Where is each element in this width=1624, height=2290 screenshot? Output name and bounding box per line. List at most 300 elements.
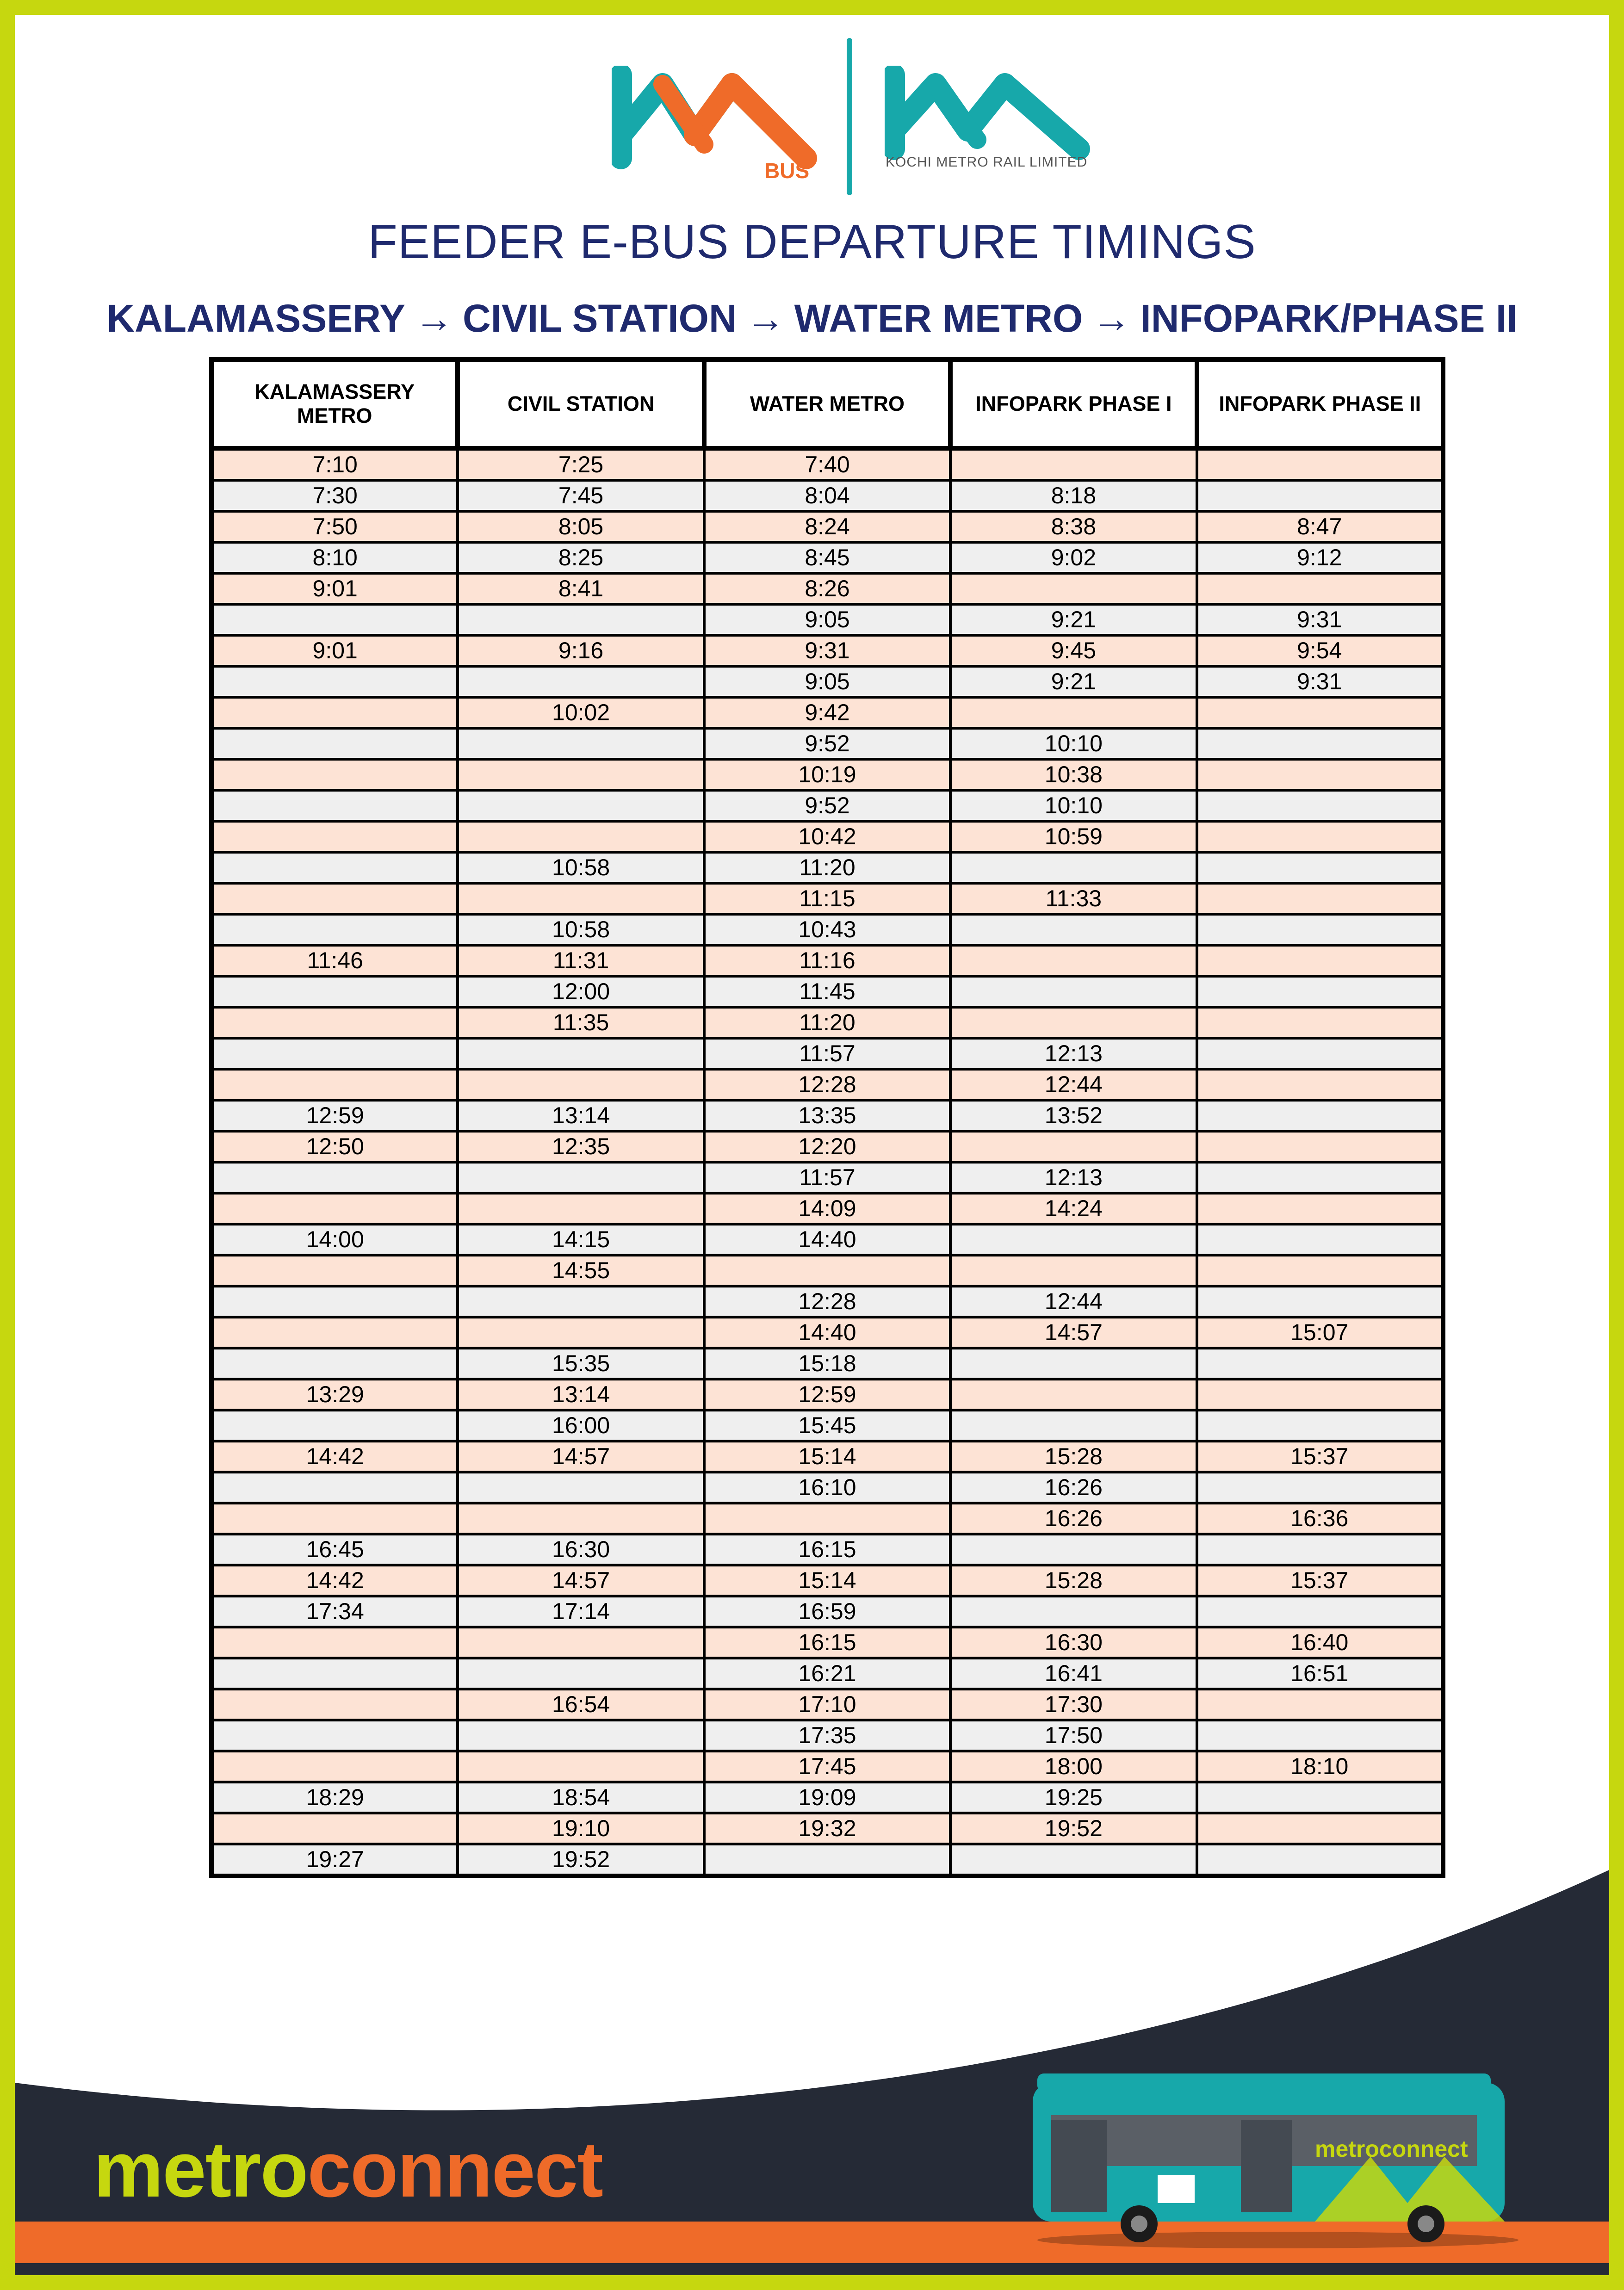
time-cell: 10:59 (950, 821, 1196, 852)
time-cell: 11:31 (458, 945, 704, 976)
time-cell: 14:24 (950, 1193, 1196, 1224)
time-cell: 16:36 (1197, 1503, 1443, 1534)
time-cell (458, 821, 704, 852)
time-cell (211, 1689, 458, 1720)
time-cell: 19:10 (458, 1813, 704, 1844)
org-name: KOCHI METRO RAIL LIMITED (886, 155, 1088, 170)
time-cell: 8:04 (704, 480, 950, 511)
table-row (211, 1007, 1443, 1038)
time-cell (458, 1720, 704, 1751)
time-cell (950, 1224, 1196, 1255)
time-cell: 15:37 (1197, 1565, 1443, 1596)
time-cell: 10:10 (950, 728, 1196, 759)
table-header-row (211, 359, 1443, 448)
time-cell (211, 1751, 458, 1782)
time-cell (1197, 1162, 1443, 1193)
time-cell: 15:28 (950, 1441, 1196, 1472)
time-cell (458, 883, 704, 914)
time-cell: 9:01 (211, 635, 458, 666)
time-cell: 15:37 (1197, 1441, 1443, 1472)
column-header: INFOPARK PHASE I (950, 359, 1196, 448)
table-row (211, 1596, 1443, 1627)
time-cell (458, 1038, 704, 1069)
time-cell: 9:52 (704, 728, 950, 759)
time-cell (458, 1658, 704, 1689)
time-cell (211, 1038, 458, 1069)
table-row (211, 1689, 1443, 1720)
time-cell (458, 604, 704, 635)
route-stop: KALAMASSERY (106, 297, 405, 340)
time-cell (211, 1658, 458, 1689)
time-cell (950, 1255, 1196, 1286)
time-cell: 19:32 (704, 1813, 950, 1844)
time-cell: 17:45 (704, 1751, 950, 1782)
time-cell (458, 1503, 704, 1534)
time-cell: 17:10 (704, 1689, 950, 1720)
time-cell (1197, 883, 1443, 914)
column-header: KALAMASSERY METRO (211, 359, 458, 448)
time-cell: 19:52 (458, 1844, 704, 1876)
table-row (211, 666, 1443, 697)
time-cell (211, 1813, 458, 1844)
time-cell (458, 1193, 704, 1224)
time-cell (211, 976, 458, 1007)
table-row (211, 728, 1443, 759)
time-cell: 14:09 (704, 1193, 950, 1224)
time-cell (211, 1720, 458, 1751)
time-cell: 17:14 (458, 1596, 704, 1627)
table-row (211, 1317, 1443, 1348)
time-cell: 14:57 (458, 1441, 704, 1472)
time-cell: 15:18 (704, 1348, 950, 1379)
time-cell: 14:00 (211, 1224, 458, 1255)
time-cell: 11:35 (458, 1007, 704, 1038)
time-cell: 9:12 (1197, 542, 1443, 573)
time-cell: 9:05 (704, 666, 950, 697)
time-cell: 18:54 (458, 1782, 704, 1813)
route-arrow-icon: → (414, 297, 453, 340)
page-title: FEEDER E-BUS DEPARTURE TIMINGS (368, 215, 1256, 269)
table-row (211, 1193, 1443, 1224)
time-cell: 8:18 (950, 480, 1196, 511)
time-cell (211, 1348, 458, 1379)
time-cell (1197, 1782, 1443, 1813)
time-cell: 16:41 (950, 1658, 1196, 1689)
time-cell: 15:28 (950, 1565, 1196, 1596)
time-cell: 10:43 (704, 914, 950, 945)
time-cell: 9:01 (211, 573, 458, 604)
time-cell: 9:02 (950, 542, 1196, 573)
time-cell (1197, 1472, 1443, 1503)
time-cell: 17:34 (211, 1596, 458, 1627)
time-cell: 12:28 (704, 1286, 950, 1317)
time-cell (950, 1534, 1196, 1565)
time-cell: 8:41 (458, 573, 704, 604)
time-cell (211, 1069, 458, 1100)
time-cell (1197, 759, 1443, 790)
time-cell: 11:46 (211, 945, 458, 976)
time-cell: 10:02 (458, 697, 704, 728)
timetable-body (211, 448, 1443, 1876)
brand-part-connect: connect (307, 2126, 603, 2214)
timetable (209, 357, 1445, 1878)
time-cell: 14:57 (458, 1565, 704, 1596)
route-stop: INFOPARK/PHASE II (1140, 297, 1518, 340)
time-cell (458, 1286, 704, 1317)
time-cell (1197, 1224, 1443, 1255)
route-arrow-icon: → (1092, 297, 1131, 340)
time-cell: 15:14 (704, 1565, 950, 1596)
metroconnect-brand (93, 2124, 602, 2215)
route-stop: CIVIL STATION (462, 297, 737, 340)
time-cell (704, 1503, 950, 1534)
time-cell (1197, 1100, 1443, 1131)
time-cell: 15:35 (458, 1348, 704, 1379)
table-row (211, 1410, 1443, 1441)
time-cell: 17:50 (950, 1720, 1196, 1751)
time-cell: 10:19 (704, 759, 950, 790)
time-cell: 13:14 (458, 1379, 704, 1410)
time-cell: 19:27 (211, 1844, 458, 1876)
time-cell (458, 1317, 704, 1348)
table-row (211, 1286, 1443, 1317)
table-row (211, 1813, 1443, 1844)
time-cell: 8:38 (950, 511, 1196, 542)
time-cell (1197, 480, 1443, 511)
table-row (211, 1503, 1443, 1534)
time-cell: 12:13 (950, 1162, 1196, 1193)
table-row (211, 790, 1443, 821)
time-cell (950, 1379, 1196, 1410)
table-row (211, 1782, 1443, 1813)
time-cell (211, 728, 458, 759)
time-cell: 16:40 (1197, 1627, 1443, 1658)
metro-bus-logo (612, 66, 829, 204)
time-cell: 8:25 (458, 542, 704, 573)
time-cell (211, 1472, 458, 1503)
table-row (211, 1224, 1443, 1255)
time-cell: 16:15 (704, 1534, 950, 1565)
time-cell: 14:42 (211, 1565, 458, 1596)
time-cell (458, 1751, 704, 1782)
time-cell (1197, 1534, 1443, 1565)
time-cell: 12:44 (950, 1286, 1196, 1317)
time-cell: 12:35 (458, 1131, 704, 1162)
time-cell: 15:07 (1197, 1317, 1443, 1348)
time-cell: 13:29 (211, 1379, 458, 1410)
kmrl-logo (885, 66, 1102, 204)
time-cell: 7:50 (211, 511, 458, 542)
time-cell: 16:00 (458, 1410, 704, 1441)
time-cell (211, 759, 458, 790)
time-cell: 11:16 (704, 945, 950, 976)
table-row (211, 1720, 1443, 1751)
time-cell: 18:10 (1197, 1751, 1443, 1782)
time-cell (1197, 821, 1443, 852)
table-row (211, 1534, 1443, 1565)
time-cell: 9:31 (1197, 666, 1443, 697)
route-line (15, 296, 1609, 341)
time-cell: 11:15 (704, 883, 950, 914)
time-cell: 13:14 (458, 1100, 704, 1131)
time-cell: 10:10 (950, 790, 1196, 821)
logo-divider (847, 38, 852, 195)
time-cell: 14:15 (458, 1224, 704, 1255)
time-cell: 16:21 (704, 1658, 950, 1689)
time-cell: 11:20 (704, 1007, 950, 1038)
time-cell (1197, 1596, 1443, 1627)
time-cell (1197, 1689, 1443, 1720)
time-cell: 16:30 (458, 1534, 704, 1565)
electric-bus-illustration (1019, 2064, 1523, 2249)
table-row (211, 1472, 1443, 1503)
time-cell: 12:13 (950, 1038, 1196, 1069)
time-cell: 9:42 (704, 697, 950, 728)
time-cell (1197, 1038, 1443, 1069)
time-cell (458, 666, 704, 697)
time-cell (458, 759, 704, 790)
time-cell: 19:25 (950, 1782, 1196, 1813)
time-cell (1197, 1348, 1443, 1379)
time-cell (211, 1627, 458, 1658)
time-cell: 16:15 (704, 1627, 950, 1658)
table-row (211, 573, 1443, 604)
time-cell: 16:10 (704, 1472, 950, 1503)
time-cell (1197, 573, 1443, 604)
table-row (211, 1131, 1443, 1162)
time-cell: 10:38 (950, 759, 1196, 790)
time-cell: 11:45 (704, 976, 950, 1007)
time-cell (1197, 1007, 1443, 1038)
time-cell: 14:42 (211, 1441, 458, 1472)
time-cell (211, 604, 458, 635)
time-cell: 7:10 (211, 448, 458, 480)
time-cell (458, 1472, 704, 1503)
table-row (211, 1100, 1443, 1131)
time-cell: 13:52 (950, 1100, 1196, 1131)
time-cell: 17:30 (950, 1689, 1196, 1720)
table-row (211, 1348, 1443, 1379)
time-cell: 9:52 (704, 790, 950, 821)
time-cell: 9:54 (1197, 635, 1443, 666)
time-cell: 9:21 (950, 666, 1196, 697)
time-cell (211, 1255, 458, 1286)
time-cell: 7:30 (211, 480, 458, 511)
time-cell (1197, 914, 1443, 945)
column-header: INFOPARK PHASE II (1197, 359, 1443, 448)
table-row (211, 1038, 1443, 1069)
time-cell: 9:05 (704, 604, 950, 635)
time-cell: 7:25 (458, 448, 704, 480)
time-cell: 8:26 (704, 573, 950, 604)
table-row (211, 1751, 1443, 1782)
time-cell: 12:59 (211, 1100, 458, 1131)
time-cell (458, 1627, 704, 1658)
time-cell: 16:54 (458, 1689, 704, 1720)
time-cell: 8:24 (704, 511, 950, 542)
time-cell (211, 1007, 458, 1038)
time-cell: 17:35 (704, 1720, 950, 1751)
time-cell: 9:45 (950, 635, 1196, 666)
time-cell (950, 976, 1196, 1007)
time-cell: 19:09 (704, 1782, 950, 1813)
time-cell: 19:52 (950, 1813, 1196, 1844)
time-cell (950, 945, 1196, 976)
table-row (211, 480, 1443, 511)
table-row (211, 821, 1443, 852)
time-cell (458, 1162, 704, 1193)
time-cell: 14:57 (950, 1317, 1196, 1348)
time-cell (211, 883, 458, 914)
time-cell: 16:51 (1197, 1658, 1443, 1689)
table-row (211, 1627, 1443, 1658)
time-cell: 8:10 (211, 542, 458, 573)
time-cell: 10:58 (458, 852, 704, 883)
time-cell: 16:45 (211, 1534, 458, 1565)
time-cell (211, 1317, 458, 1348)
brand-part-metro: metro (93, 2126, 308, 2214)
time-cell: 8:45 (704, 542, 950, 573)
time-cell: 7:40 (704, 448, 950, 480)
table-row (211, 1565, 1443, 1596)
table-row (211, 759, 1443, 790)
table-row (211, 1162, 1443, 1193)
header-logos (15, 33, 1609, 200)
time-cell (950, 1348, 1196, 1379)
time-cell (950, 1131, 1196, 1162)
time-cell: 12:20 (704, 1131, 950, 1162)
time-cell (211, 1286, 458, 1317)
table-row (211, 852, 1443, 883)
time-cell: 9:31 (1197, 604, 1443, 635)
time-cell: 11:33 (950, 883, 1196, 914)
time-cell (950, 1007, 1196, 1038)
time-cell: 16:30 (950, 1627, 1196, 1658)
time-cell (1197, 790, 1443, 821)
time-cell: 18:29 (211, 1782, 458, 1813)
time-cell: 8:47 (1197, 511, 1443, 542)
time-cell (1197, 697, 1443, 728)
table-row (211, 883, 1443, 914)
time-cell: 10:58 (458, 914, 704, 945)
time-cell: 10:42 (704, 821, 950, 852)
time-cell: 9:31 (704, 635, 950, 666)
time-cell (1197, 1255, 1443, 1286)
time-cell (1197, 976, 1443, 1007)
table-row (211, 511, 1443, 542)
time-cell (950, 1410, 1196, 1441)
table-row (211, 1658, 1443, 1689)
time-cell (1197, 1720, 1443, 1751)
time-cell: 9:21 (950, 604, 1196, 635)
time-cell (1197, 1410, 1443, 1441)
time-cell (211, 1193, 458, 1224)
time-cell (1197, 1286, 1443, 1317)
time-cell (211, 666, 458, 697)
time-cell (950, 852, 1196, 883)
time-cell (950, 1596, 1196, 1627)
table-row (211, 945, 1443, 976)
time-cell (211, 697, 458, 728)
time-cell (211, 1410, 458, 1441)
time-cell: 12:00 (458, 976, 704, 1007)
time-cell (1197, 1193, 1443, 1224)
column-header: WATER METRO (704, 359, 950, 448)
time-cell: 7:45 (458, 480, 704, 511)
table-row (211, 1255, 1443, 1286)
time-cell (950, 573, 1196, 604)
time-cell: 16:26 (950, 1503, 1196, 1534)
time-cell (458, 1069, 704, 1100)
time-cell (211, 1503, 458, 1534)
time-cell: 15:45 (704, 1410, 950, 1441)
time-cell (211, 914, 458, 945)
time-cell (950, 914, 1196, 945)
bus-logo-label: BUS (764, 159, 810, 183)
time-cell: 11:20 (704, 852, 950, 883)
time-cell: 16:26 (950, 1472, 1196, 1503)
table-row (211, 635, 1443, 666)
table-row (211, 604, 1443, 635)
time-cell: 15:14 (704, 1441, 950, 1472)
time-cell: 14:40 (704, 1224, 950, 1255)
time-cell (1197, 1813, 1443, 1844)
time-cell: 9:16 (458, 635, 704, 666)
table-row (211, 697, 1443, 728)
table-row (211, 1441, 1443, 1472)
time-cell (211, 1162, 458, 1193)
poster (15, 15, 1609, 2275)
time-cell: 16:59 (704, 1596, 950, 1627)
bus-livery-text: metroconnect (1315, 2136, 1468, 2162)
table-row (211, 1379, 1443, 1410)
time-cell: 11:57 (704, 1162, 950, 1193)
time-cell: 11:57 (704, 1038, 950, 1069)
time-cell (211, 852, 458, 883)
time-cell (704, 1255, 950, 1286)
time-cell (950, 448, 1196, 480)
time-cell: 18:00 (950, 1751, 1196, 1782)
time-cell (1197, 1379, 1443, 1410)
time-cell (950, 697, 1196, 728)
time-cell: 14:55 (458, 1255, 704, 1286)
column-header: CIVIL STATION (458, 359, 704, 448)
time-cell (1197, 945, 1443, 976)
time-cell (1197, 1069, 1443, 1100)
time-cell: 12:59 (704, 1379, 950, 1410)
time-cell (1197, 448, 1443, 480)
table-row (211, 448, 1443, 480)
route-stop: WATER METRO (794, 297, 1083, 340)
time-cell (211, 790, 458, 821)
time-cell (1197, 728, 1443, 759)
table-row (211, 914, 1443, 945)
table-row (211, 542, 1443, 573)
route-arrow-icon: → (746, 297, 785, 340)
time-cell (458, 728, 704, 759)
table-row (211, 1069, 1443, 1100)
time-cell (1197, 852, 1443, 883)
time-cell (1197, 1131, 1443, 1162)
time-cell: 12:28 (704, 1069, 950, 1100)
time-cell: 12:50 (211, 1131, 458, 1162)
time-cell (458, 790, 704, 821)
table-row (211, 976, 1443, 1007)
time-cell: 8:05 (458, 511, 704, 542)
time-cell: 14:40 (704, 1317, 950, 1348)
time-cell: 12:44 (950, 1069, 1196, 1100)
time-cell (211, 821, 458, 852)
